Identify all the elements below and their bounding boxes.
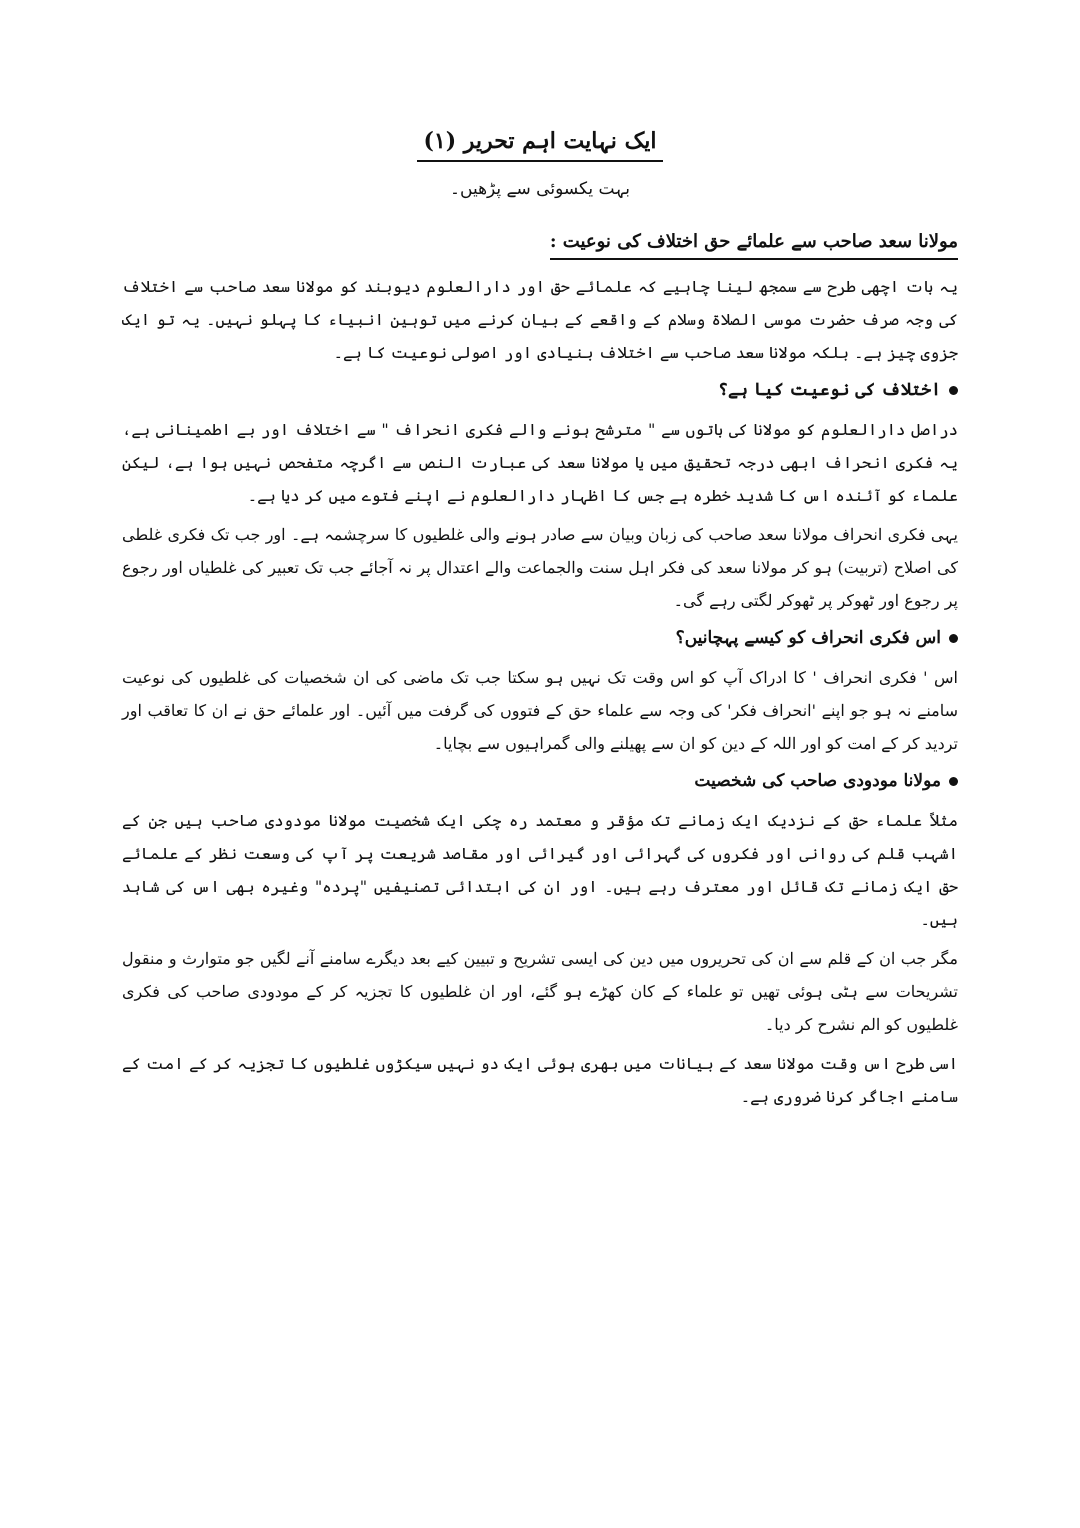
section-heading [122, 623, 958, 653]
bullet-dot-icon [949, 777, 958, 786]
section-heading [122, 375, 958, 405]
section-heading [122, 766, 958, 796]
main-heading [122, 228, 958, 260]
body-paragraph: مگر جب ان کے قلم سے ان کی تحریروں میں دین کی ایسی تشریح و تبیین کیے بعد دیگرے سامنے آنے لگیں جو متوارث و منقول تشریحات سے ہٹی ہوئی تھیں تو علماء کے کان کھڑے ہو گئے، اور ان غلطیوں کا تجزیہ کر کے مودودی صاحب کی فکری غلطیوں کو الم نشرح کر دیا۔ [122, 949, 958, 1034]
body-paragraph: مثلاً علماء حق کے نزدیک ایک زمانے تک مؤقر و معتمد رہ چکی ایک شخصیت مولانا مودودی صاحب ہیں جن کے اشہب قلم کی روانی اور فکروں کی گہرائی اور گیرائی اور مقاصد شریعت پر آپ کی وسعت نظر کے علمائے حق ایک زمانے تک قائل اور معترف رہے ہیں۔ اور ان کی ابتدائی تصنیفیں "پردہ" وغیرہ بھی اس کی شاہد ہیں۔ [122, 811, 958, 929]
body-paragraph: دراصل دارالعلوم کو مولانا کی باتوں سے " مترشح ہونے والے فکری انحراف " سے اختلاف اور بے اطمینانی ہے، یہ فکری انحراف ابھی درجہ تحقیق میں یا مولانا سعد کی عبارت النص سے اگرچہ متفحص نہیں ہوا ہے، لیکن علماء کو آئندہ اس کا شدید خطرہ ہے جس کا اظہار دارالعلوم نے اپنے فتوے میں کر دیا ہے۔ [122, 420, 958, 505]
body-paragraph: اسی طرح اس وقت مولانا سعد کے بیانات میں بھری ہوئی ایک دو نہیں سیکڑوں غلطیوں کا تجزیہ کر کے امت کے سامنے اجاگر کرنا ضروری ہے۔ [122, 1054, 958, 1106]
bullet-dot-icon [949, 634, 958, 643]
document-subtitle: بہت یکسوئی سے پڑھیں۔ [450, 179, 630, 199]
body-paragraph: اس ' فکری انحراف ' کا ادراک آپ کو اس وقت تک نہیں ہو سکتا جب تک ماضی کی ان شخصیات کی غلطیوں کی نوعیت سامنے نہ ہو جو اپنے 'انحراف فکر' کی وجہ سے علماء حق کے فتووں کی گرفت میں آئیں۔ اور علمائے حق نے ان کا تعاقب اور تردید کر کے امت کو اور اللہ کے دین کو ان سے پھیلنے والی گمراہیوں سے بچایا۔ [122, 668, 958, 753]
section-heading-text: اس فکری انحراف کو کیسے پہچانیں؟ [675, 628, 941, 648]
section-heading-text: مولانا مودودی صاحب کی شخصیت [694, 771, 941, 791]
document-title [0, 126, 1080, 162]
intro-paragraph: یہ بات اچھی طرح سے سمجھ لینا چاہیے کہ علمائے حق اور دارالعلوم دیوبند کو مولانا سعد صاحب سے اختلاف کی وجہ صرف حضرت موسی الصلاۃ وسلام کے واقعے کے بیان کرنے میں توہین انبیاء کا پہلو نہیں۔ یہ تو ایک جزوی چیز ہے۔ بلکہ مولانا سعد صاحب سے اختلاف بنیادی اور اصولی نوعیت کا ہے۔ [122, 277, 958, 362]
body-paragraph: یہی فکری انحراف مولانا سعد صاحب کی زبان وبیان سے صادر ہونے والی غلطیوں کا سرچشمہ ہے۔ اور جب تک فکری غلطی کی اصلاح (تربیت) ہو کر مولانا سعد کی فکر اہل سنت والجماعت والے اعتدال پر نہ آجائے جب تک تعبیر کی غلطیاں اور رجوع پر رجوع اور ٹھوکر پر ٹھوکر لگتی رہے گی۔ [122, 525, 959, 610]
document-title-text: ایک نہایت اہم تحریر (۱) [417, 126, 662, 162]
bullet-dot-icon [949, 386, 958, 395]
document-body [122, 228, 958, 1119]
section-heading-text: اختلاف کی نوعیت کیا ہے؟ [718, 380, 941, 400]
main-heading-text: مولانا سعد صاحب سے علمائے حق اختلاف کی نوعیت : [550, 228, 958, 260]
